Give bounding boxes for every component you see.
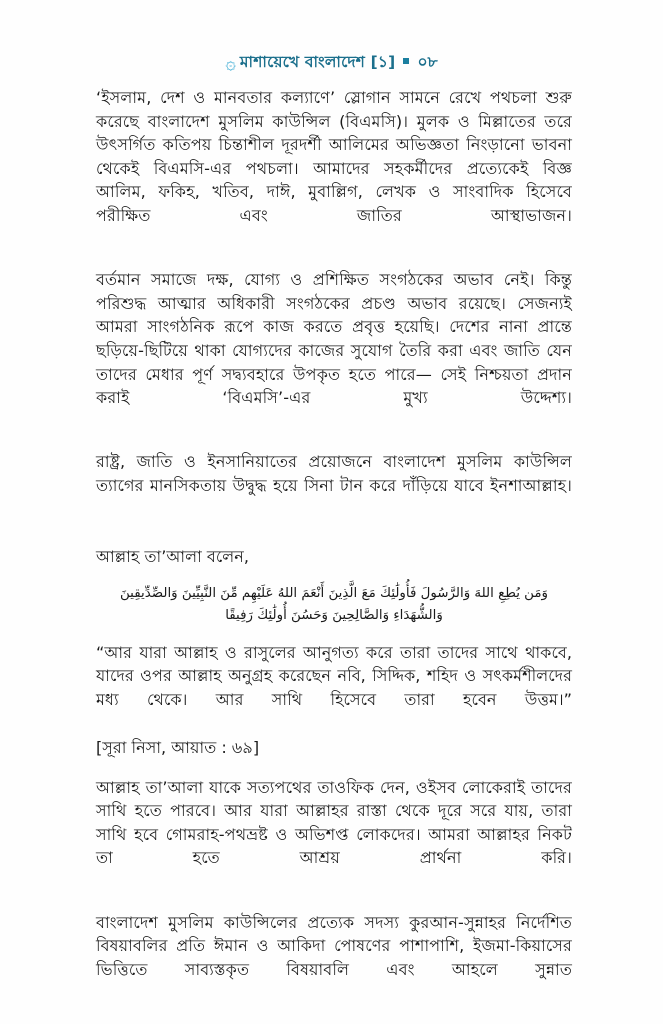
header-separator-icon bbox=[403, 58, 409, 64]
running-header bbox=[0, 50, 663, 76]
paragraph-2: বর্তমান সমাজে দক্ষ, যোগ্য ও প্রশিক্ষিত সংগঠকের অভাব নেই। কিন্তু পরিশুদ্ধ আত্মার অধিকারী সংগঠকের প্রচণ্ড অভাব রয়েছে। সেজন্যই আমরা সাংগঠনিক রূপে কাজ করতে প্রবৃত্ত হয়েছি। দেশের নানা প্রান্তে ছড়িয়ে-ছিটিয়ে থাকা যোগ্যদের কাজের সুযোগ তৈরি করা এবং জাতি যেন তাদের মেধার পূর্ণ সদ্ব্যবহারে উপকৃত হতে পারে— সেই নিশ্চয়তা প্রদান করাই ‘বিএমসি’-এর মুখ্য উদ্দেশ্য। bbox=[96, 270, 572, 408]
quote-introduction: আল্লাহ তা’আলা বলেন, bbox=[96, 547, 250, 567]
spacer bbox=[96, 538, 572, 545]
paragraph-3: রাষ্ট্র, জাতি ও ইনসানিয়াতের প্রয়োজনে বাংলাদেশ মুসলিম কাউন্সিল ত্যাগের মানসিকতায় উদ্বুদ্ধ হয়ে সিনা টান করে দাঁড়িয়ে যাবে ইনশাআল্লাহ। bbox=[96, 452, 572, 495]
page-number: ০৮ bbox=[417, 53, 438, 71]
ornament-icon: ۞ bbox=[225, 53, 236, 74]
paragraph-4: আল্লাহ তা’আলা যাকে সত্যপথের তাওফিক দেন, ওইসব লোকেরাই তাদের সাথি হতে পারবে। আর যারা আল্লাহর রাস্তা থেকে দূরে সরে যায়, তারা সাথি হবে গোমরাহ-পথভ্রষ্ট ও অভিশপ্ত লোকদের। আমরা আল্লাহর নিকট তা হতে আশ্রয় প্রার্থনা করি। bbox=[96, 777, 572, 868]
verse-translation: “আর যারা আল্লাহ ও রাসুলের আনুগত্য করে তারা তাদের সাথে থাকবে, যাদের ওপর আল্লাহ অনুগ্রহ করেছেন নবি, সিদ্দিক, শহিদ ও সৎকর্মশীলদের মধ্য থেকে। আর সাথি হিসেবে তারা হবেন উত্তম।” bbox=[96, 642, 572, 709]
arabic-quotation bbox=[96, 583, 572, 627]
paragraph-1: ‘ইসলাম, দেশ ও মানবতার কল্যাণে’ স্লোগান সামনে রেখে পথচলা শুরু করেছে বাংলাদেশ মুসলিম কাউন্সিল (বিএমসি)। মুলক ও মিল্লাতের তরে উৎসর্গিত কতিপয় চিন্তাশীল দূরদর্শী আলিমের অভিজ্ঞতা নিংড়ানো ভাবনা থেকেই বিএমসি-এর পথচলা। আমাদের সহকর্মীদের প্রত্যেকেই বিজ্ঞ আলিম, ফকিহ, খতিব, দাঈ, মুবাল্লিগ, লেখক ও সাংবাদিক হিসেবে পরীক্ষিত এবং জাতির আস্থাভাজন। bbox=[96, 88, 572, 225]
page-content bbox=[96, 86, 572, 1022]
verse-citation: [সূরা নিসা, আয়াত : ৬৯] bbox=[96, 738, 260, 758]
arabic-line-1: وَمَن يُطِعِ اللهَ وَالرَّسُولَ فَأُولَٰئِكَ مَعَ الَّذِينَ أَنْعَمَ اللهُ عَلَيْهِم مِّنَ النَّبِيِّينَ وَالصِّدِّيقِينَ bbox=[119, 585, 549, 601]
arabic-line-2: وَالشُّهَدَاءِ وَالصَّالِحِينَ وَحَسُنَ أُولَٰئِكَ رَفِيقًا bbox=[225, 607, 443, 623]
book-title: মাশায়েখে বাংলাদেশ [১] bbox=[239, 53, 396, 71]
paragraph-5: বাংলাদেশ মুসলিম কাউন্সিলের প্রত্যেক সদস্য কুরআন-সুন্নাহর নির্দেশিত বিষয়াবলির প্রতি ঈমান ও আকিদা পোষণের পাশাপাশি, ইজমা-কিয়াসের ভিত্তিতে সাব্যস্তকৃত বিষয়াবলি এবং আহলে সুন্নাত bbox=[96, 912, 572, 979]
